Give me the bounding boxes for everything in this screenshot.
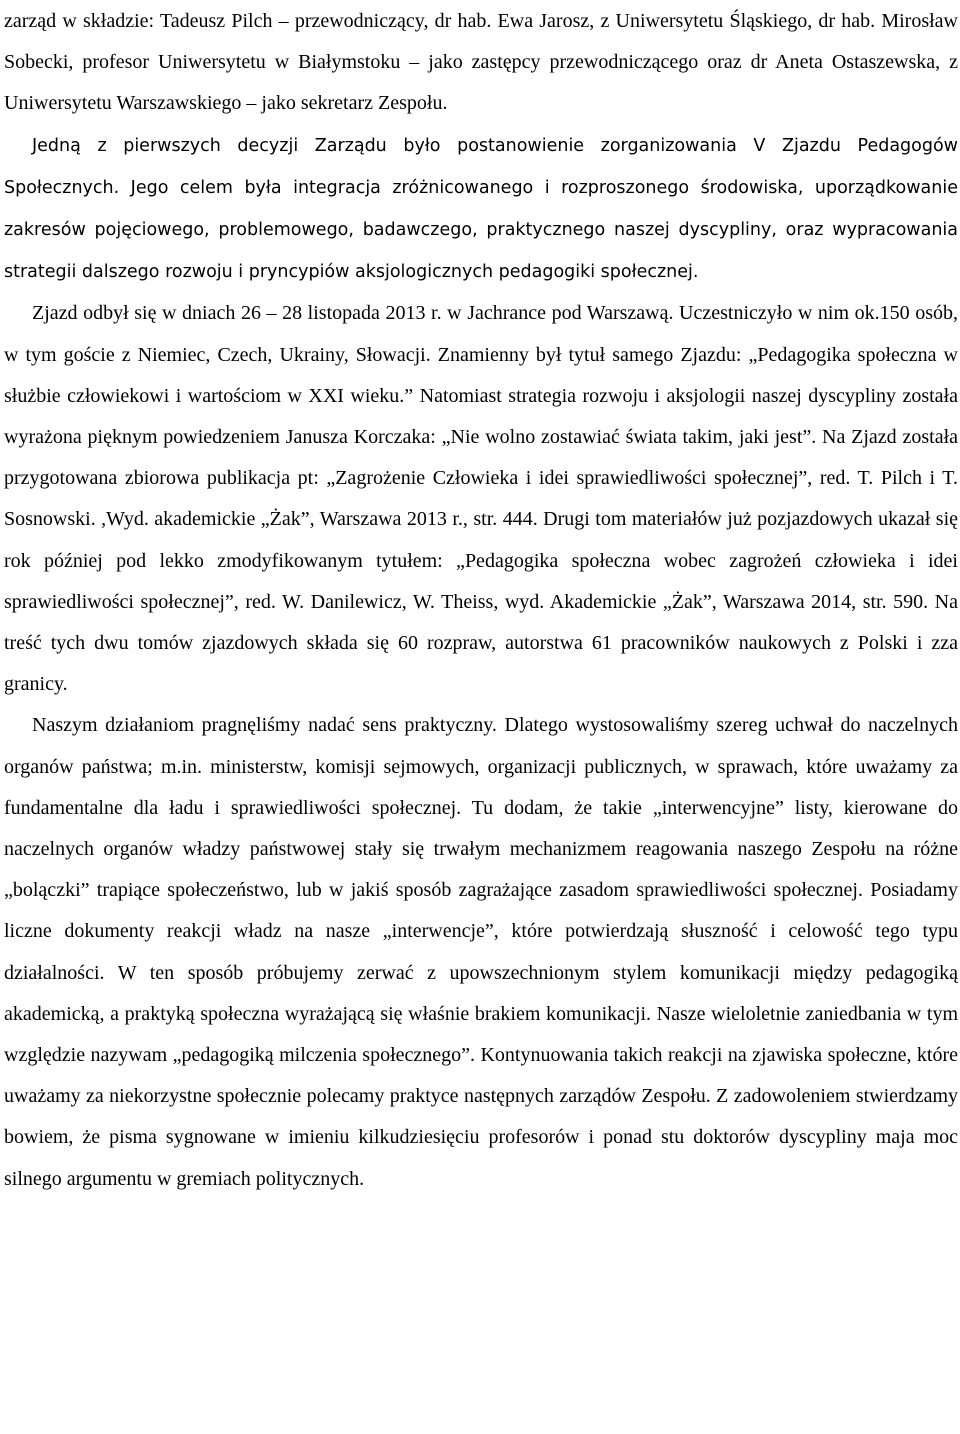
paragraph-congress-details: [4, 293, 958, 705]
paragraph-text: zarząd w składzie: Tadeusz Pilch – przewodniczący, dr hab. Ewa Jarosz, z Uniwersytetu Śląskiego, dr hab. Mirosław Sobecki, profesor Uniwersytetu w Białymstoku – jako zastępcy przewodniczącego oraz dr Aneta Ostaszewska, z Uniwersytetu Warszawskiego – jako sekretarz Zespołu.: [4, 10, 958, 115]
paragraph-text: Zjazd odbył się w dniach 26 – 28 listopada 2013 r. w Jachrance pod Warszawą. Uczestniczyło w nim ok.150 osób, w tym goście z Niemiec, Czech, Ukrainy, Słowacji. Znamienny był tytuł samego Zjazdu: „Pedagogika społeczna w służbie człowiekowi i wartościom w XXI wieku.” Natomiast strategia rozwoju i aksjologii naszej dyscypliny została wyrażona pięknym powiedzeniem Janusza Korczaka: „Nie wolno zostawiać świata takim, jaki jest”. Na Zjazd została przygotowana zbiorowa publikacja pt: „Zagrożenie Człowieka i idei sprawiedliwości społecznej”, red. T. Pilch i T. Sosnowski. ,Wyd. akademickie „Żak”, Warszawa 2013 r., str. 444. Drugi tom materiałów już pozjazdowych ukazał się rok później pod lekko zmodyfikowanym tytułem: „Pedagogika społeczna wobec zagrożeń człowieka i idei sprawiedliwości społecznej”, red. W. Danilewicz, W. Theiss, wyd. Akademickie „Żak”, Warszawa 2014, str. 590. Na treść tych dwu tomów zjazdowych składa się 60 rozpraw, autorstwa 61 pracowników naukowych z Polski i zza granicy.: [4, 302, 958, 696]
paragraph-text-sans-continued: Jego celem była integracja zróżnicowanego i rozproszonego środowiska, uporządkowanie zakresów pojęciowego, problemowego, badawczego, praktycznego naszej dyscypliny, oraz wypracowania strategii dalszego rozwoju i pryncypiów aksjologicznych pedagogiki społecznej.: [4, 177, 958, 283]
paragraph-text-sans: Jedną z pierwszych decyzji Zarządu było postanowienie zorganizowania V Zjazdu Pedagogów Społecznych.: [4, 135, 958, 198]
paragraph-board-composition: [4, 1, 958, 125]
paragraph-text: Naszym działaniom pragnęliśmy nadać sens praktyczny. Dlatego wystosowaliśmy szereg uchwał do naczelnych organów państwa; m.in. ministerstw, komisji sejmowych, organizacji publicznych, w sprawach, które uważamy za fundamentalne dla ładu i sprawiedliwości społecznej. Tu dodam, że takie „interwencyjne” listy, kierowane do naczelnych organów władzy państwowej stały się trwałym mechanizmem reagowania naszego Zespołu na różne „bolączki” trapiące społeczeństwo, lub w jakiś sposób zagrażające zasadom sprawiedliwości społecznej. Posiadamy liczne dokumenty reakcji władz na nasze „interwencje”, które potwierdzają słuszność i celowość tego typu działalności. W ten sposób próbujemy zerwać z upowszechnionym stylem komunikacji między pedagogiką akademicką, a praktyką społeczna wyrażającą się właśnie brakiem komunikacji. Nasze wieloletnie zaniedbania w tym względzie nazywam „pedagogiką milczenia społecznego”. Kontynuowania takich reakcji na zjawiska społeczne, które uważamy za niekorzystne społecznie polecamy praktyce następnych zarządów Zespołu. Z zadowoleniem stwierdzamy bowiem, że pisma sygnowane w imieniu kilkudziesięciu profesorów i ponad stu doktorów dyscypliny maja moc silnego argumentu w gremiach politycznych.: [4, 714, 958, 1190]
paragraph-practical-actions: [4, 705, 958, 1199]
paragraph-congress-decision: [4, 125, 958, 294]
